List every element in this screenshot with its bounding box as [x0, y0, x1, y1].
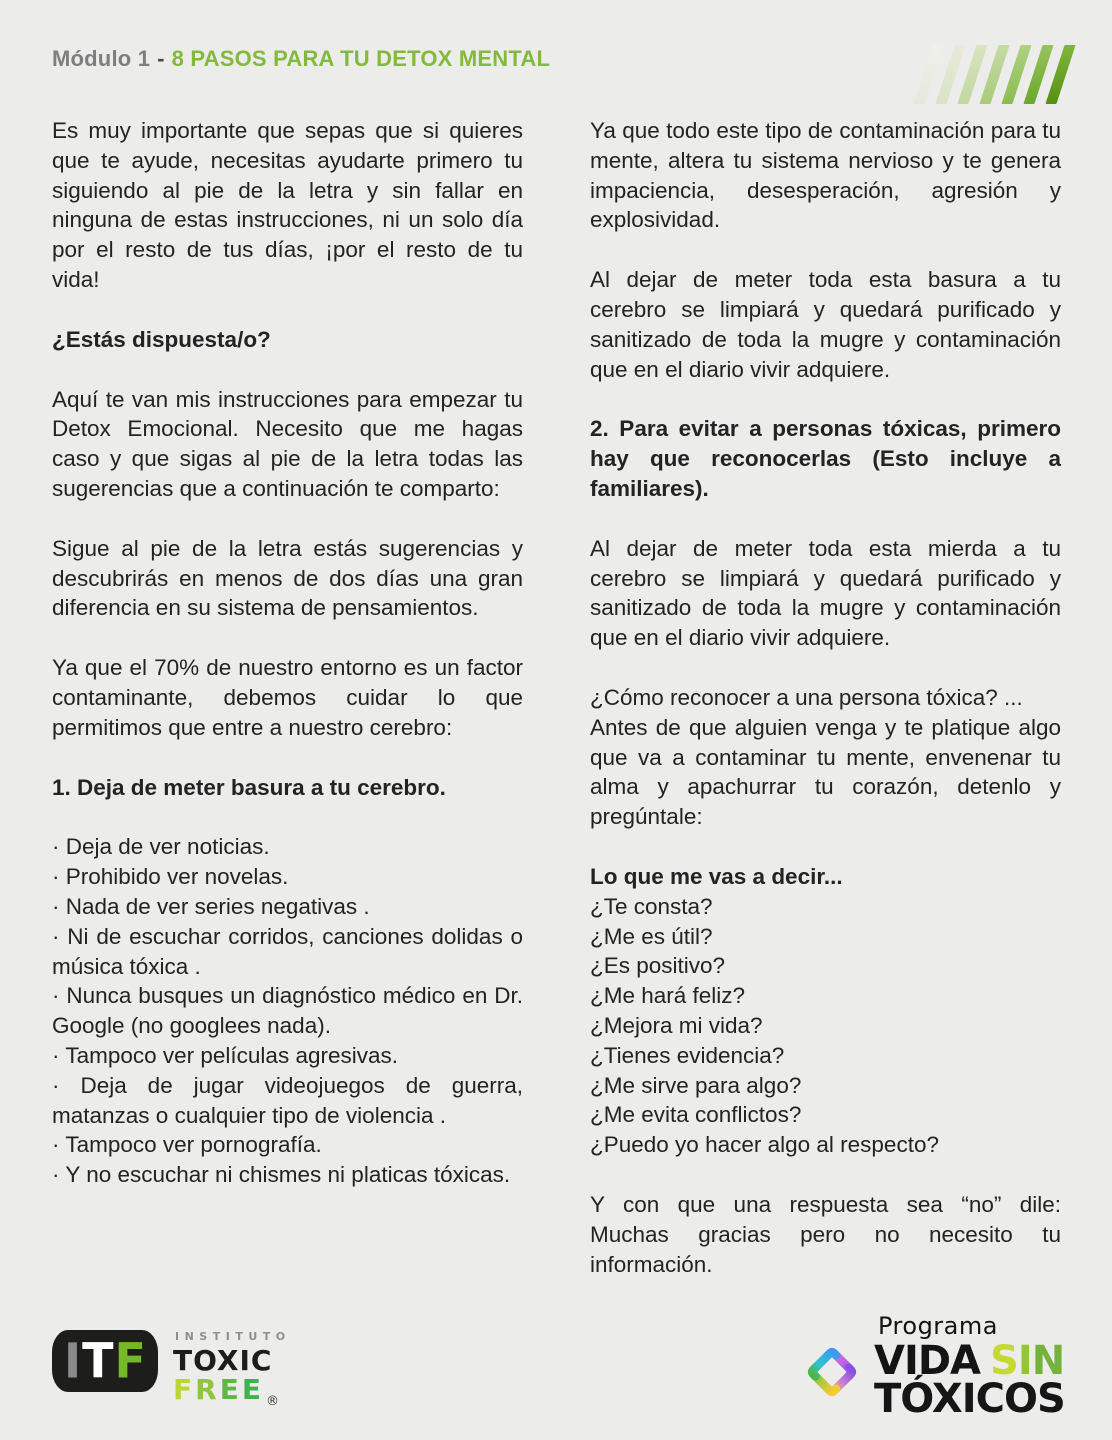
paragraph-block — [52, 832, 523, 1190]
body-text: · Nunca busques un diagnóstico médico en Dr. Google (no googlees nada). — [52, 983, 523, 1039]
page-header — [52, 46, 550, 72]
heading-text: Lo que me vas a decir... — [590, 863, 843, 889]
logo-letter: F — [173, 1373, 196, 1406]
paragraph-block — [52, 385, 523, 504]
body-text: Ya que todo este tipo de contaminación para tu mente, altera tu sistema nervioso y te genera impaciencia, desesperación, agresión y explosividad. — [590, 118, 1061, 233]
itf-logo-text — [173, 1330, 291, 1416]
logo-letter: I — [64, 1332, 82, 1390]
logo-letter: R — [195, 1373, 220, 1406]
logo-letter: N — [1031, 1338, 1065, 1384]
vida-word: VIDA — [874, 1338, 980, 1384]
paragraph-block — [52, 653, 523, 742]
body-text: ¿Mejora mi vida? — [590, 1012, 763, 1038]
vida-sin-toxicos-text — [874, 1312, 1065, 1422]
heading-text: 2. Para evitar a personas tóxicas, primero hay que reconocerlas (Esto incluye a familiares). — [590, 416, 1061, 501]
body-text: Es muy importante que sepas que si quieres que te ayude, necesitas ayudarte primero tu siguiendo al pie de la letra y sin fallar en ninguna de estas instrucciones, ni un solo día por el resto de tus días, ¡por el resto de tu vida! — [52, 118, 523, 292]
module-label: Módulo 1 — [52, 46, 151, 71]
paragraph-block — [590, 862, 1061, 1160]
logo-letter: E — [219, 1373, 242, 1406]
paragraph-block — [590, 414, 1061, 503]
body-text: ¿Me es útil? — [590, 923, 713, 949]
body-text: · Tampoco ver películas agresivas. — [52, 1042, 398, 1068]
logo-letter: T — [82, 1332, 114, 1390]
paragraph-block — [590, 683, 1061, 832]
itf-free-label — [173, 1375, 291, 1416]
body-text: Y con que una respuesta sea “no” dile: Muchas gracias pero no necesito tu información. — [590, 1191, 1061, 1277]
itf-toxic-label: TOXIC — [173, 1344, 273, 1377]
paragraph-block — [590, 534, 1061, 653]
text-columns — [52, 116, 1062, 1309]
itf-logo — [52, 1330, 291, 1416]
body-text: Al dejar de meter toda esta basura a tu cerebro se limpiará y quedará purificado y sanitizado de toda la mugre y contaminación que en el diario vivir adquiere. — [590, 267, 1061, 382]
header-course-title: 8 PASOS PARA TU DETOX MENTAL — [171, 46, 551, 71]
toxicos-word: TÓXICOS — [874, 1376, 1065, 1422]
body-text: Antes de que alguien venga y te platique algo que va a contaminar tu mente, envenenar tu alma y apachurrar tu corazón, detenlo y pregúntale: — [590, 714, 1061, 830]
body-text: ¿Me hará feliz? — [590, 983, 746, 1009]
paragraph-block — [52, 773, 523, 803]
right-column — [590, 116, 1061, 1309]
body-text: Sigue al pie de la letra estás sugerencias y descubrirás en menos de dos días una gran diferencia en su sistema de pensamientos. — [52, 535, 523, 621]
slash-decoration — [923, 45, 1066, 104]
body-text: ¿Me evita conflictos? — [590, 1102, 802, 1128]
logo-letter: E — [241, 1373, 264, 1406]
body-text: Al dejar de meter toda esta mierda a tu cerebro se limpiará y quedará purificado y sanitizado de toda la mugre y contaminación que en el diario vivir adquiere. — [590, 535, 1061, 651]
programa-label: Programa — [878, 1312, 998, 1340]
itf-monogram — [52, 1330, 158, 1392]
paragraph-block — [52, 534, 523, 623]
body-text: ¿Puedo yo hacer algo al respecto? — [590, 1132, 939, 1158]
paragraph-block — [590, 116, 1061, 235]
body-text: ¿Te consta? — [590, 893, 713, 919]
body-text: · Nada de ver series negativas . — [52, 893, 370, 919]
body-text: ¿Me sirve para algo? — [590, 1072, 802, 1098]
left-column — [52, 116, 523, 1309]
body-text: · Ni de escuchar corridos, canciones dolidas o música tóxica . — [52, 923, 523, 979]
body-text: ¿Es positivo? — [590, 953, 726, 979]
vida-sin-toxicos-icon — [800, 1340, 864, 1404]
body-text: · Deja de ver noticias. — [52, 834, 270, 860]
paragraph-block — [52, 116, 523, 295]
paragraph-block — [590, 1190, 1061, 1279]
header-separator: - — [157, 46, 165, 71]
logo-letter: F — [114, 1332, 146, 1390]
body-text: ¿Cómo reconocer a una persona tóxica? ... — [590, 684, 1023, 710]
body-text: Aquí te van mis instrucciones para empezar tu Detox Emocional. Necesito que me hagas caso y que sigas al pie de la letra todas las sugerencias que a continuación te comparto: — [52, 386, 523, 501]
vida-sin-line — [874, 1338, 1065, 1384]
registered-trademark-icon: ® — [265, 1394, 282, 1409]
logo-letter: I — [1017, 1338, 1032, 1384]
heading-text: ¿Estás dispuesta/o? — [52, 326, 271, 352]
body-text: · Tampoco ver pornografía. — [52, 1132, 322, 1158]
vida-sin-toxicos-logo — [800, 1312, 1065, 1422]
body-text: · Prohibido ver novelas. — [52, 864, 289, 890]
logo-letter: S — [990, 1338, 1018, 1384]
paragraph-block — [590, 265, 1061, 384]
body-text: · Deja de jugar videojuegos de guerra, matanzas o cualquier tipo de violencia . — [52, 1072, 523, 1128]
itf-instituto-label: INSTITUTO — [175, 1330, 291, 1343]
heading-text: 1. Deja de meter basura a tu cerebro. — [52, 774, 446, 800]
paragraph-block — [52, 325, 523, 355]
body-text: ¿Tienes evidencia? — [590, 1042, 785, 1068]
body-text: Ya que el 70% de nuestro entorno es un factor contaminante, debemos cuidar lo que permitimos que entre a nuestro cerebro: — [52, 655, 523, 740]
body-text: · Y no escuchar ni chismes ni platicas tóxicas. — [52, 1162, 511, 1188]
itf-free-letters — [173, 1373, 264, 1406]
